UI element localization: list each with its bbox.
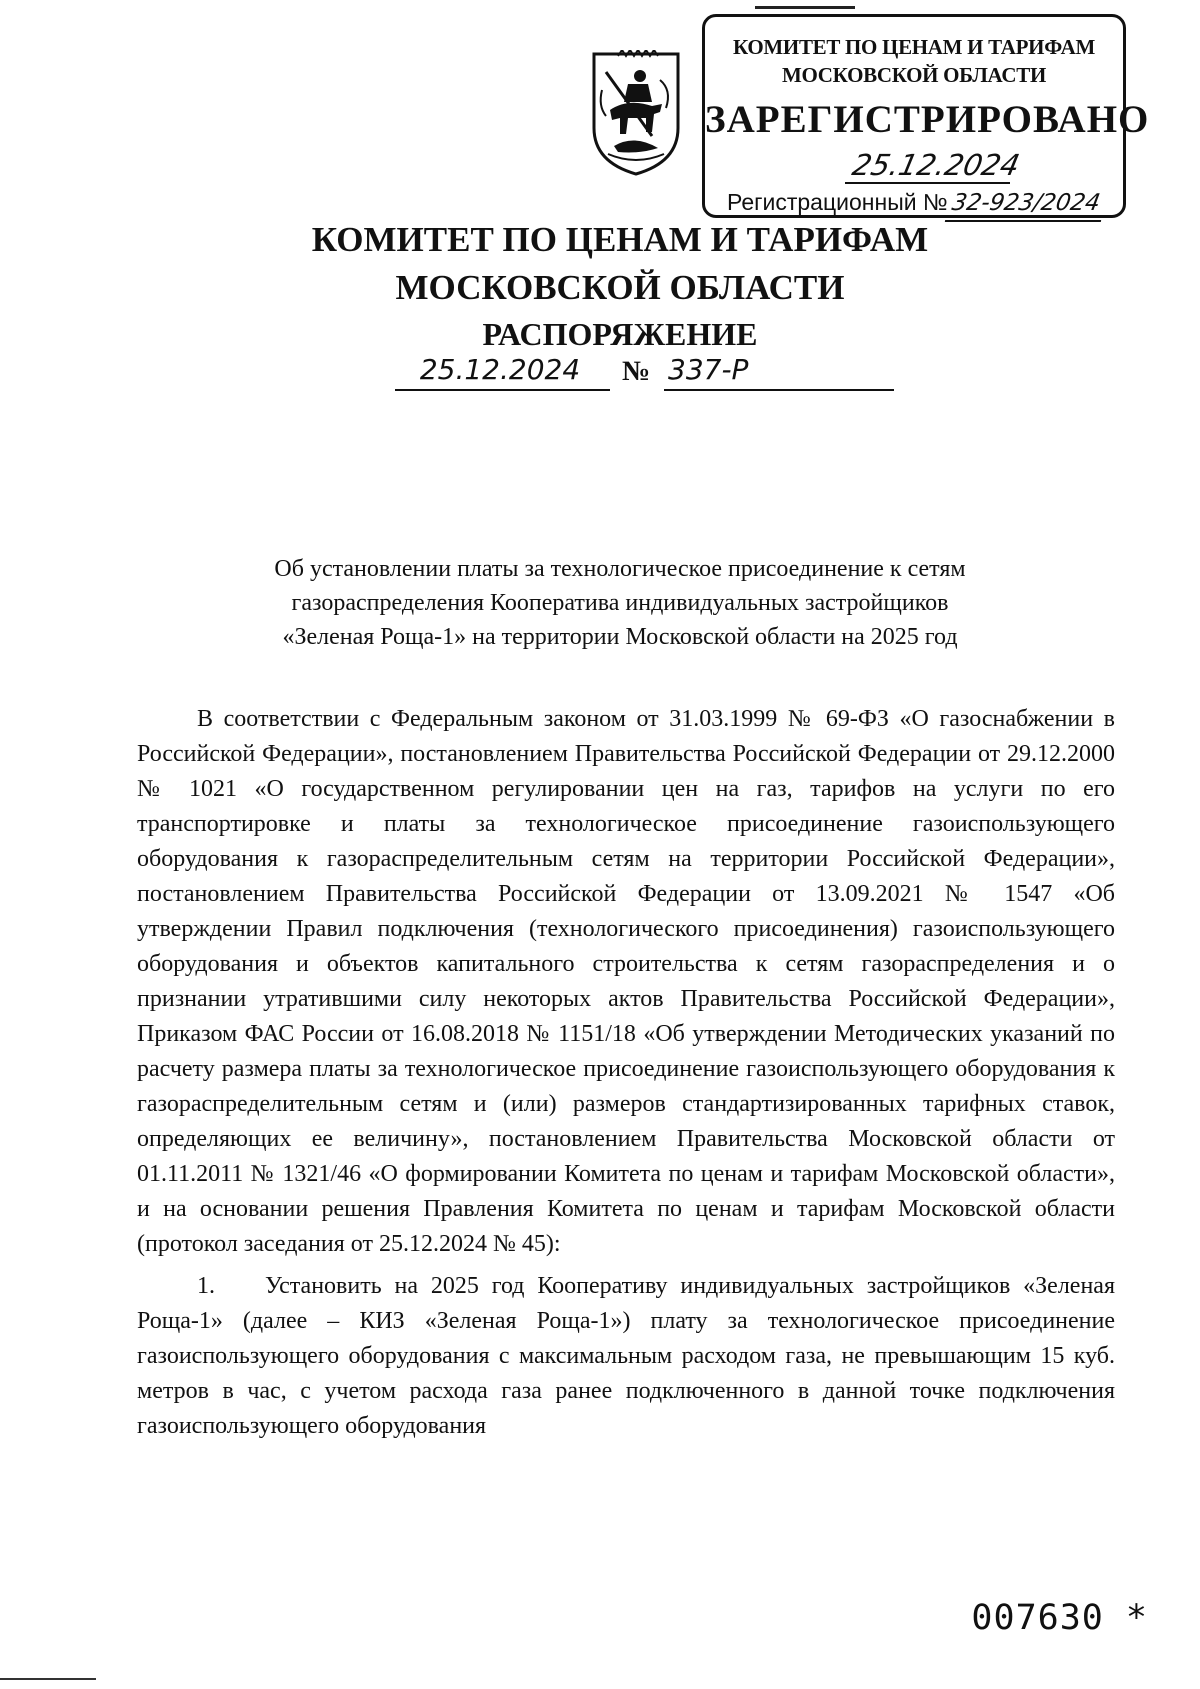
registration-stamp <box>702 14 1150 218</box>
issuing-organization <box>300 216 940 312</box>
document-date-underline <box>395 389 610 391</box>
list-item-text: Установить на 2025 год Кооперативу индивидуальных застройщиков «Зеленая Роща-1» (далее – КИЗ «Зеленая Роща-1») плату за технологическое присоединение газоиспользующего оборудования с максимальным расходом газа, не превышающим 15 куб. метров в час, с учетом расхода газа ранее подключенного в данной точке подключения газоиспользующего оборудования <box>137 1273 1115 1439</box>
stamp-org-line2: МОСКОВСКОЙ ОБЛАСТИ <box>782 63 1046 87</box>
document-title <box>170 552 1070 654</box>
scan-artifact-bottom-line <box>0 1678 96 1680</box>
org-line2: МОСКОВСКОЙ ОБЛАСТИ <box>395 268 845 307</box>
document-number: 337-Р <box>668 353 749 386</box>
org-line1: КОМИТЕТ ПО ЦЕНАМ И ТАРИФАМ <box>311 220 929 259</box>
document-number-underline <box>664 389 894 391</box>
list-item <box>137 1269 1115 1444</box>
document-type: РАСПОРЯЖЕНИЕ <box>482 316 758 352</box>
stamp-organization <box>705 33 1123 89</box>
stamp-handwritten-date: 25.12.2024 <box>849 148 1023 182</box>
title-line1: Об установлении платы за технологическое присоединение к сетям <box>274 556 966 582</box>
scan-artifact-line <box>755 6 855 9</box>
serial-number: 007630 * <box>971 1598 1148 1638</box>
stamp-status: ЗАРЕГИСТРИРОВАНО <box>705 98 1150 141</box>
title-line3: «Зеленая Роща-1» на территории Московской области на 2025 год <box>282 624 958 650</box>
stamp-org-line1: КОМИТЕТ ПО ЦЕНАМ И ТАРИФАМ <box>732 35 1096 59</box>
preamble-paragraph: В соответствии с Федеральным законом от 31.03.1999 № 69-ФЗ «О газоснабжении в Российской Федерации», постановлением Правительства Российской Федерации от 29.12.2000 № 1021 «О государственном регулировании цен на газ, тарифов на услуги по его транспортировке и платы за технологическое присоединение газоиспользующего оборудования к газораспределительным сетям на территории Российской Федерации», постановлением Правительства Российской Федерации от 13.09.2021 № 1547 «Об утверждении Правил подключения (технологического присоединения) газоиспользующего оборудования и объектов капитального строительства к сетям газораспределения и о признании утратившими силу некоторых актов Правительства Российской Федерации», Приказом ФАС России от 16.08.2018 № 1151/18 «Об утверждении Методических указаний по расчету размера платы за технологическое присоединение газоиспользующего оборудования к газораспределительным сетям и (или) размеров стандартизированных тарифных ставок, определяющих ее величину», постановлением Правительства Московской области от 01.11.2011 № 1321/46 «О формировании Комитета по ценам и тарифам Московской области», и на основании решения Правления Комитета по ценам и тарифам Московской области (протокол заседания от 25.12.2024 № 45): <box>137 706 1115 1257</box>
stamp-number-label: Регистрационный № <box>727 189 948 215</box>
stamp-date-underline <box>845 182 1010 184</box>
document-body <box>137 702 1115 1444</box>
stamp-registration-number <box>727 185 1103 219</box>
title-line2: газораспределения Кооператива индивидуальных застройщиков <box>291 590 949 616</box>
list-item-number: 1. <box>197 1273 215 1299</box>
document-number-sign: № <box>622 356 651 387</box>
coat-of-arms-icon <box>588 50 684 178</box>
document-date: 25.12.2024 <box>419 353 581 386</box>
stamp-number-value: 32-923/2024 <box>944 186 1106 222</box>
